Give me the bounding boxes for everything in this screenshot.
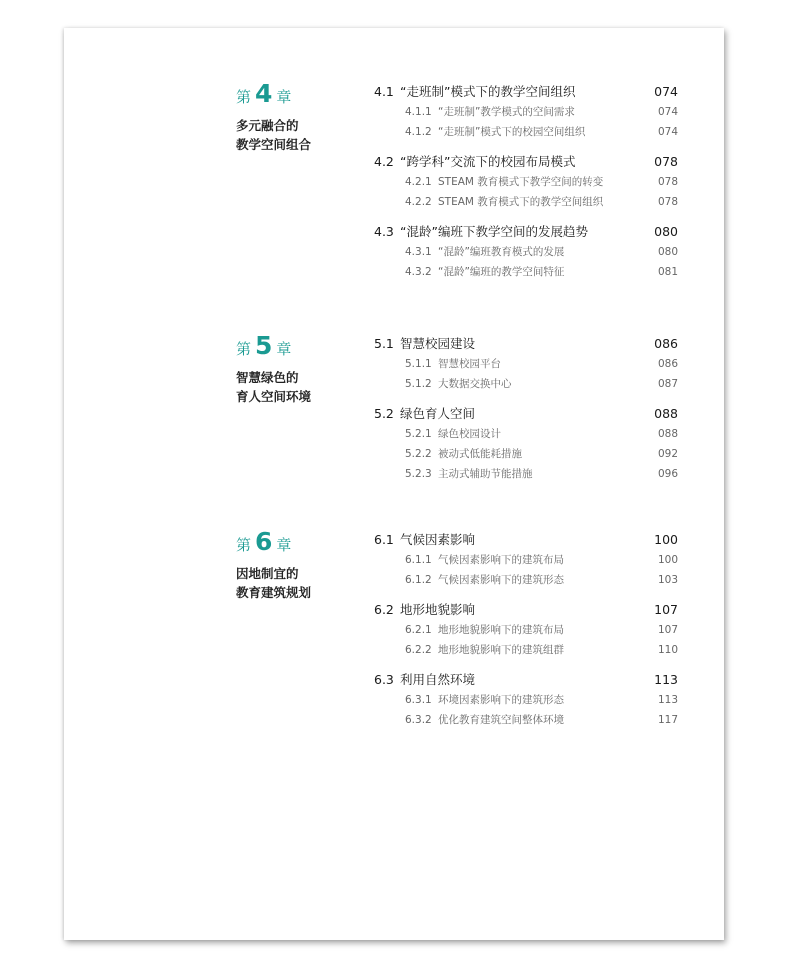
section-list <box>374 334 678 494</box>
subsection-label <box>405 262 564 282</box>
subsection-entry[interactable] <box>374 192 678 212</box>
section-list <box>374 530 678 740</box>
chapter-number: 6 <box>255 527 273 556</box>
section-block <box>374 82 678 142</box>
subsection-page-number: 092 <box>657 448 678 460</box>
chapter-prefix: 第 <box>236 88 252 106</box>
section-block <box>374 670 678 730</box>
subsection-number: 6.3.1 <box>405 694 432 706</box>
subsection-number: 6.2.2 <box>405 644 432 656</box>
subsection-label <box>405 570 564 590</box>
section-title: “走班制”模式下的教学空间组织 <box>400 84 576 99</box>
subsection-label <box>405 690 564 710</box>
section-label <box>374 600 475 620</box>
subsection-number: 4.2.2 <box>405 196 432 208</box>
chapter-prefix: 第 <box>236 340 252 358</box>
section-title: 利用自然环境 <box>400 672 476 687</box>
subsection-label <box>405 102 575 122</box>
subsection-page-number: 113 <box>657 694 678 706</box>
subsection-number: 5.1.2 <box>405 378 432 390</box>
section-number: 4.1 <box>374 84 394 99</box>
section-entry[interactable] <box>374 222 678 242</box>
chapter-suffix: 章 <box>276 536 292 554</box>
chapter-heading <box>236 79 356 154</box>
section-entry[interactable] <box>374 670 678 690</box>
section-title: 智慧校园建设 <box>400 336 476 351</box>
section-number: 6.2 <box>374 602 394 617</box>
subsection-title: 大数据交换中心 <box>438 378 512 390</box>
subsection-number: 5.2.3 <box>405 468 432 480</box>
subsection-entry[interactable] <box>374 570 678 590</box>
section-block <box>374 404 678 484</box>
chapter-prefix: 第 <box>236 536 252 554</box>
section-page-number: 113 <box>654 672 678 687</box>
subsection-entry[interactable] <box>374 620 678 640</box>
subsection-title: 智慧校园平台 <box>438 358 501 370</box>
section-title: “跨学科”交流下的校园布局模式 <box>400 154 576 169</box>
section-number: 5.1 <box>374 336 394 351</box>
subsection-title: 气候因素影响下的建筑形态 <box>438 574 564 586</box>
section-number: 6.1 <box>374 532 394 547</box>
section-page-number: 088 <box>654 406 678 421</box>
chapter-number: 4 <box>255 79 273 108</box>
subsection-title: STEAM 教育模式下教学空间的转变 <box>438 176 604 188</box>
subsection-entry[interactable] <box>374 354 678 374</box>
section-page-number: 100 <box>654 532 678 547</box>
section-entry[interactable] <box>374 404 678 424</box>
subsection-entry[interactable] <box>374 710 678 730</box>
subsection-page-number: 078 <box>657 176 678 188</box>
subsection-entry[interactable] <box>374 242 678 262</box>
section-number: 6.3 <box>374 672 394 687</box>
subsection-title: 优化教育建筑空间整体环境 <box>438 714 564 726</box>
section-block <box>374 530 678 590</box>
subsection-entry[interactable] <box>374 374 678 394</box>
chapter-title: 智慧绿色的 育人空间环境 <box>236 370 312 404</box>
subsection-label <box>405 354 501 374</box>
subsection-label <box>405 640 564 660</box>
section-label <box>374 404 475 424</box>
section-list <box>374 82 678 292</box>
subsection-entry[interactable] <box>374 122 678 142</box>
subsection-number: 6.3.2 <box>405 714 432 726</box>
subsection-label <box>405 242 564 262</box>
section-number: 5.2 <box>374 406 394 421</box>
section-entry[interactable] <box>374 152 678 172</box>
chapter-title: 多元融合的 教学空间组合 <box>236 118 312 152</box>
section-title: “混龄”编班下教学空间的发展趋势 <box>400 224 588 239</box>
subsection-title: 环境因素影响下的建筑形态 <box>438 694 564 706</box>
subsection-page-number: 100 <box>657 554 678 566</box>
section-entry[interactable] <box>374 334 678 354</box>
subsection-title: 气候因素影响下的建筑布局 <box>438 554 564 566</box>
subsection-entry[interactable] <box>374 262 678 282</box>
subsection-label <box>405 424 501 444</box>
subsection-title: 地形地貌影响下的建筑布局 <box>438 624 564 636</box>
toc-page <box>64 28 724 940</box>
subsection-page-number: 103 <box>657 574 678 586</box>
subsection-title: 绿色校园设计 <box>438 428 501 440</box>
subsection-number: 6.1.2 <box>405 574 432 586</box>
chapter-label <box>236 79 356 108</box>
section-block <box>374 334 678 394</box>
section-label <box>374 334 475 354</box>
subsection-page-number: 110 <box>657 644 678 656</box>
subsection-label <box>405 444 522 464</box>
section-label <box>374 82 575 102</box>
subsection-number: 5.2.2 <box>405 448 432 460</box>
section-title: 地形地貌影响 <box>400 602 476 617</box>
section-block <box>374 222 678 282</box>
section-page-number: 086 <box>654 336 678 351</box>
subsection-page-number: 117 <box>657 714 678 726</box>
subsection-entry[interactable] <box>374 640 678 660</box>
section-block <box>374 152 678 212</box>
section-entry[interactable] <box>374 82 678 102</box>
subsection-entry[interactable] <box>374 690 678 710</box>
subsection-number: 5.2.1 <box>405 428 432 440</box>
section-page-number: 080 <box>654 224 678 239</box>
section-label <box>374 152 575 172</box>
subsection-number: 6.1.1 <box>405 554 432 566</box>
subsection-title: 被动式低能耗措施 <box>438 448 522 460</box>
chapter-title: 因地制宜的 教育建筑规划 <box>236 566 312 600</box>
section-label <box>374 222 588 242</box>
subsection-label <box>405 710 564 730</box>
section-number: 4.2 <box>374 154 394 169</box>
subsection-entry[interactable] <box>374 424 678 444</box>
subsection-page-number: 087 <box>657 378 678 390</box>
subsection-page-number: 081 <box>657 266 678 278</box>
subsection-title: “走班制”模式下的校园空间组织 <box>438 126 586 138</box>
section-title: 绿色育人空间 <box>400 406 476 421</box>
subsection-page-number: 074 <box>657 106 678 118</box>
subsection-label <box>405 374 512 394</box>
chapter-suffix: 章 <box>276 88 292 106</box>
chapter-suffix: 章 <box>276 340 292 358</box>
subsection-title: “混龄”编班的教学空间特征 <box>438 266 565 278</box>
subsection-title: “走班制”教学模式的空间需求 <box>438 106 575 118</box>
section-page-number: 107 <box>654 602 678 617</box>
subsection-title: 主动式辅助节能措施 <box>438 468 533 480</box>
subsection-number: 5.1.1 <box>405 358 432 370</box>
subsection-number: 4.2.1 <box>405 176 432 188</box>
section-page-number: 074 <box>654 84 678 99</box>
section-title: 气候因素影响 <box>400 532 476 547</box>
subsection-page-number: 107 <box>657 624 678 636</box>
chapter-number: 5 <box>255 331 273 360</box>
subsection-label <box>405 464 533 484</box>
section-label <box>374 670 475 690</box>
subsection-page-number: 074 <box>657 126 678 138</box>
subsection-label <box>405 550 564 570</box>
subsection-number: 4.1.1 <box>405 106 432 118</box>
subsection-number: 4.1.2 <box>405 126 432 138</box>
section-label <box>374 530 475 550</box>
section-entry[interactable] <box>374 600 678 620</box>
chapter-heading <box>236 331 356 406</box>
subsection-number: 4.3.1 <box>405 246 432 258</box>
subsection-page-number: 088 <box>657 428 678 440</box>
chapter-label <box>236 527 356 556</box>
subsection-page-number: 086 <box>657 358 678 370</box>
chapter-label <box>236 331 356 360</box>
subsection-entry[interactable] <box>374 102 678 122</box>
subsection-number: 4.3.2 <box>405 266 432 278</box>
subsection-page-number: 096 <box>657 468 678 480</box>
section-entry[interactable] <box>374 530 678 550</box>
subsection-title: 地形地貌影响下的建筑组群 <box>438 644 564 656</box>
subsection-entry[interactable] <box>374 550 678 570</box>
chapter-heading <box>236 527 356 602</box>
subsection-entry[interactable] <box>374 464 678 484</box>
subsection-number: 6.2.1 <box>405 624 432 636</box>
section-page-number: 078 <box>654 154 678 169</box>
subsection-page-number: 078 <box>657 196 678 208</box>
subsection-page-number: 080 <box>657 246 678 258</box>
section-number: 4.3 <box>374 224 394 239</box>
subsection-title: STEAM 教育模式下的教学空间组织 <box>438 196 604 208</box>
subsection-label <box>405 620 564 640</box>
section-block <box>374 600 678 660</box>
subsection-title: “混龄”编班教育模式的发展 <box>438 246 565 258</box>
subsection-label <box>405 122 585 142</box>
subsection-entry[interactable] <box>374 444 678 464</box>
subsection-entry[interactable] <box>374 172 678 192</box>
subsection-label <box>405 172 603 192</box>
subsection-label <box>405 192 603 212</box>
